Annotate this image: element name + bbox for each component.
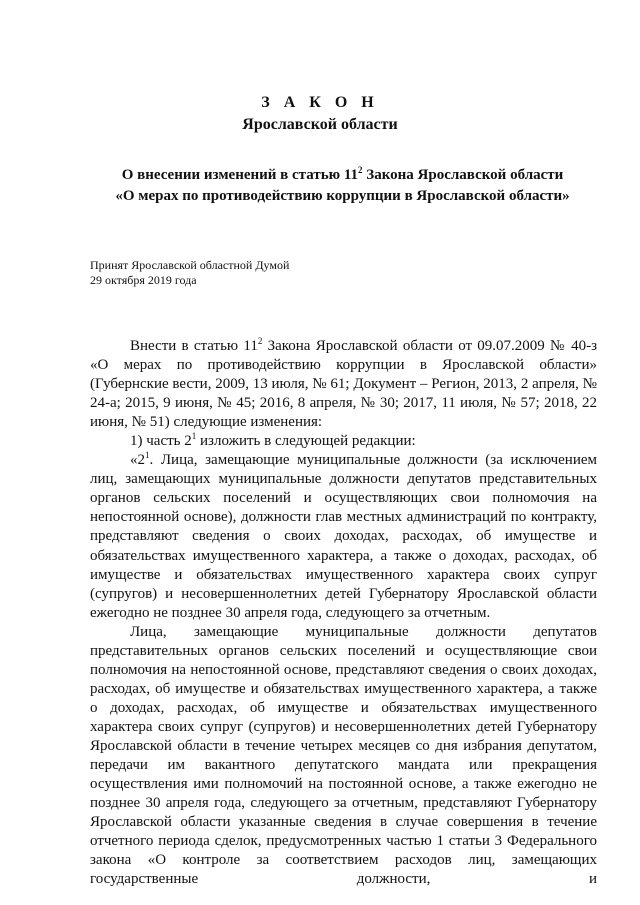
- paragraph-part-2-1-end: . Лица, замещающие муниципальные должности (за исключением лиц, замещающих муниципальные должности депутатов представительных органов сельских поселений и осуществляющих свои полномочия на непостоянной основе), должности глав местных администраций по контракту, представляют сведения о своих доходах, расходах, об имуществе и обязательствах имущественного характера, а также о доходах, расходах, об имуществе и обязательствах имущественного характера своих супруг (супругов) и несовершеннолетних детей Губернатору Ярославской области ежегодно не позднее 30 апреля года, следующего за отчетным.: [90, 452, 597, 621]
- law-body: [90, 337, 597, 889]
- paragraph-item-1-superscript: 1: [191, 431, 197, 442]
- law-title: З А К О Н: [261, 94, 379, 111]
- paragraph-intro-superscript: 2: [257, 336, 263, 346]
- adoption-note: [90, 258, 289, 288]
- paragraph-intro: [90, 337, 597, 432]
- paragraph-part-2-1-start: «2: [130, 452, 145, 469]
- paragraph-part-2-1: [90, 451, 597, 622]
- paragraph-item-1: [90, 432, 597, 451]
- paragraph-deputies: Лица, замещающие муниципальные должности депутатов представительных органов сельских поселений и осуществляющие свои полномочия на непостоянной основе, представляют сведения о своих доходах, расходах, об имуществе и обязательствах имущественного характера, а также о доходах, расходах, об имуществе и обязательствах имущественного характера своих супруг (супругов) и несовершеннолетних детей Губернатору Ярославской области в течение четырех месяцев со дня избрания депутатом, передачи им вакантного депутатского мандата или прекращения осуществления ими полномочий на постоянной основе, а также ежегодно не позднее 30 апреля года, следующего за отчетным, представляют Губернатору Ярославской области указанные сведения в случае совершения в течение отчетного периода сделок, предусмотренных частью 1 статьи 3 Федерального закона «О контроле за соответствием расходов лиц, замещающих государственные должности, и: [90, 623, 597, 888]
- adoption-body: Принят Ярославской областной Думой: [90, 258, 290, 272]
- paragraph-intro-end: Закона Ярославской области от 09.07.2009 № 40-з «О мерах по противодействию коррупции в Ярославской области» (Губернские вести, 2009, 13 июля, № 61; Документ – Регион, 2013, 2 апреля, № 24-а; 2015, 9 июня, № 45; 2016, 8 апреля, № 30; 2017, 11 июля, № 57; 2018, 22 июня, № 51) следующие изменения:: [90, 338, 597, 431]
- paragraph-part-2-1-superscript: 1: [145, 450, 150, 461]
- heading-line-2: «О мерах по противодействию коррупции в Ярославской области»: [115, 188, 570, 204]
- heading-line-1-end: Закона Ярославской области: [362, 167, 564, 183]
- paragraph-item-1-end: изложить в следующей редакции:: [196, 433, 416, 450]
- law-heading: [90, 165, 595, 207]
- heading-line-1: [90, 165, 595, 186]
- paragraph-item-1-start: 1) часть 2: [130, 433, 192, 450]
- heading-superscript: 2: [358, 165, 363, 175]
- law-region: Ярославской области: [242, 116, 398, 133]
- paragraph-intro-start: Внести в статью 11: [130, 338, 258, 354]
- heading-line-1-start: О внесении изменений в статью 11: [121, 167, 359, 183]
- adoption-date: 29 октября 2019 года: [90, 273, 197, 287]
